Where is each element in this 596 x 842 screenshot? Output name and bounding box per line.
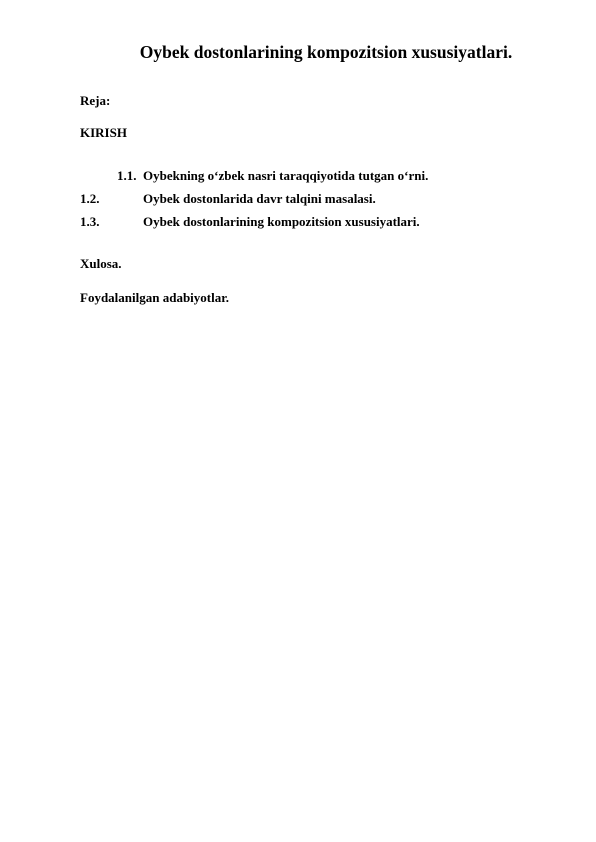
toc-item-number: 1.3. (80, 214, 100, 229)
references-heading: Foydalanilgan adabiyotlar. (80, 290, 230, 305)
toc-item-number: 1.2. (80, 191, 100, 206)
plan-label: Reja: (80, 93, 111, 108)
document-title: Oybek dostonlarining kompozitsion xususiyatlari. (139, 42, 513, 62)
toc-item-text: Oybek dostonlarida davr talqini masalasi. (143, 191, 376, 206)
conclusion-heading: Xulosa. (80, 256, 122, 271)
toc-item-number: 1.1. (117, 168, 137, 183)
toc-item-text: Oybek dostonlarining kompozitsion xususiyatlari. (143, 214, 420, 229)
intro-heading: KIRISH (80, 125, 127, 140)
toc-item-text: Oybekning o‘zbek nasri taraqqiyotida tutgan o‘rni. (143, 168, 429, 183)
